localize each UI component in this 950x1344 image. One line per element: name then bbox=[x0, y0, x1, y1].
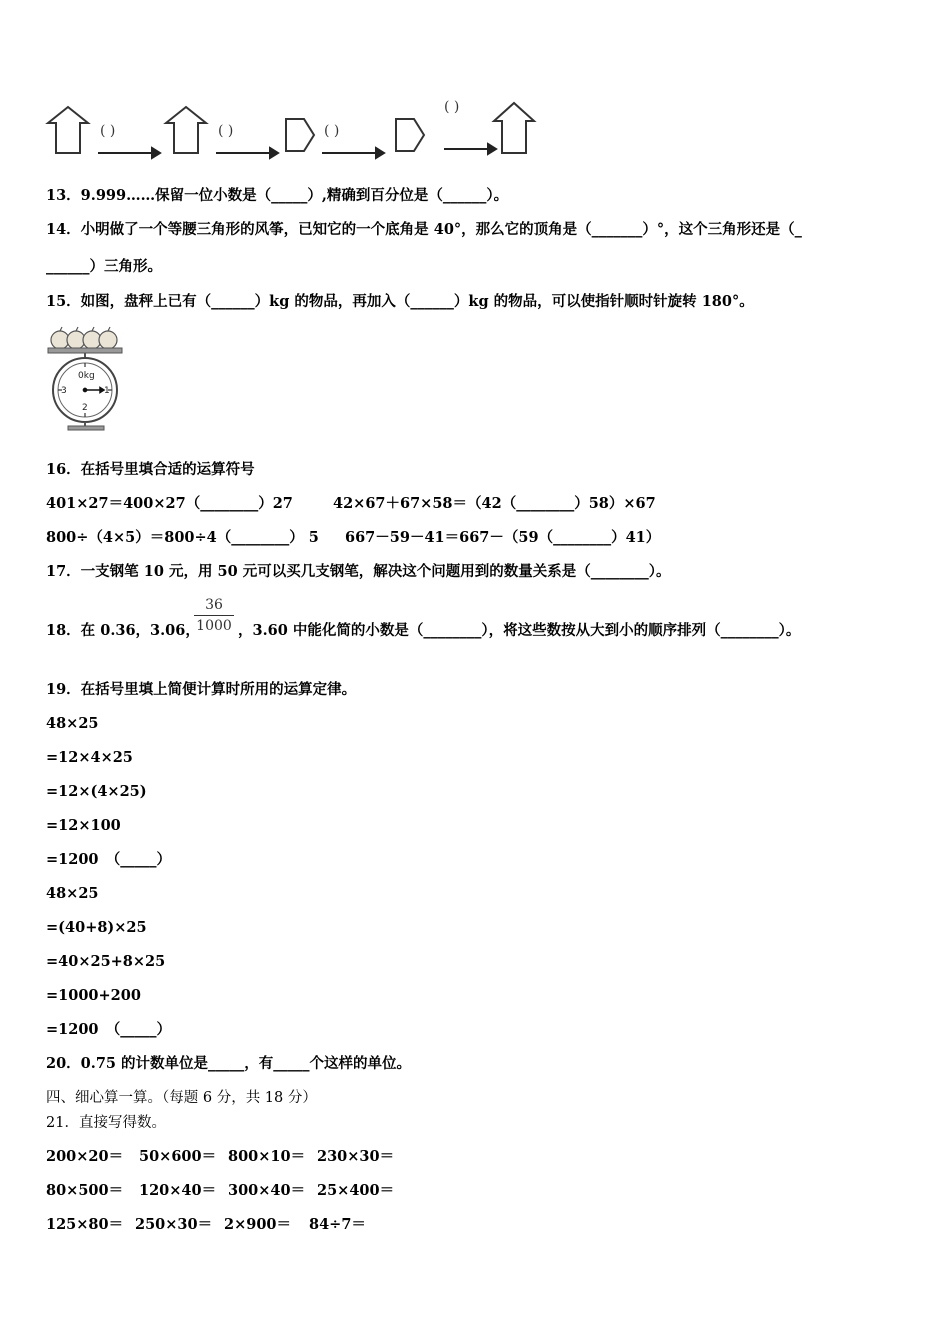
q21-item: 84÷7＝ bbox=[309, 1216, 366, 1233]
q21-item: 120×40＝ bbox=[139, 1182, 217, 1199]
question-16-d: 667－59－41＝667－（59（________）41） bbox=[345, 529, 661, 546]
q19-step: =12×(4×25) bbox=[46, 783, 147, 800]
up-arrow-icon bbox=[494, 103, 534, 153]
section-4-heading: 四、细心算一算。（每题 6 分，共 18 分） bbox=[46, 1090, 317, 1106]
q21-item: 230×30＝ bbox=[317, 1148, 395, 1165]
question-14-line1: 14．小明做了一个等腰三角形的风筝，已知它的一个底角是 40°，那么它的顶角是（_______）°，这个三角形还是（_ bbox=[46, 221, 802, 238]
q21-item: 800×10＝ bbox=[228, 1148, 306, 1165]
dial-label-right: 1 bbox=[104, 386, 110, 396]
q19-step: =1200 （_____） bbox=[46, 1021, 172, 1038]
q19-step: =1000+200 bbox=[46, 987, 141, 1004]
q21-item: 125×80＝ bbox=[46, 1216, 124, 1233]
dial-label-left: 3 bbox=[61, 386, 67, 396]
question-17: 17．一支钢笔 10 元，用 50 元可以买几支钢笔，解决这个问题用到的数量关系是（________）。 bbox=[46, 563, 671, 580]
q21-item: 25×400＝ bbox=[317, 1182, 395, 1199]
right-pentagon-icon bbox=[286, 119, 314, 151]
question-18-after: ，3.60 中能化简的小数是（________），将这些数按从大到小的顺序排列（________）。 bbox=[238, 622, 801, 639]
q21-item: 300×40＝ bbox=[228, 1182, 306, 1199]
question-18-before: 18．在 0.36，3.06， bbox=[46, 622, 200, 639]
fraction-bar bbox=[194, 615, 234, 616]
up-arrow-icon bbox=[48, 107, 88, 153]
q21-item: 200×20＝ bbox=[46, 1148, 124, 1165]
blank-1: ( ) bbox=[100, 123, 116, 139]
question-19-title: 19．在括号里填上简便计算时所用的运算定律。 bbox=[46, 681, 357, 698]
dial-label-top: 0kg bbox=[78, 371, 95, 381]
q19-step: =1200 （_____） bbox=[46, 851, 172, 868]
q19-step: =12×4×25 bbox=[46, 749, 133, 766]
scale-figure bbox=[46, 322, 146, 434]
question-16-a: 401×27＝400×27（________）27 bbox=[46, 495, 293, 512]
q19-step: 48×25 bbox=[46, 885, 99, 902]
question-20: 20．0.75 的计数单位是_____，有_____个这样的单位。 bbox=[46, 1055, 412, 1072]
blank-3: ( ) bbox=[324, 123, 340, 139]
fraction-numerator: 36 bbox=[205, 597, 223, 613]
blank-2: ( ) bbox=[218, 123, 234, 139]
apple-icon bbox=[51, 327, 117, 349]
right-arrow-icon bbox=[98, 148, 160, 158]
question-16-c: 800÷（4×5）＝800÷4（________） 5 bbox=[46, 529, 319, 546]
right-arrow-icon bbox=[322, 148, 384, 158]
q21-item: 2×900＝ bbox=[224, 1216, 292, 1233]
q19-step: =40×25+8×25 bbox=[46, 953, 166, 970]
question-16-title: 16．在括号里填合适的运算符号 bbox=[46, 461, 255, 478]
right-arrow-icon bbox=[444, 144, 496, 154]
question-16-b: 42×67＋67×58＝（42（________）58）×67 bbox=[333, 495, 656, 512]
question-14-line2: ______）三角形。 bbox=[46, 258, 162, 275]
q21-item: 80×500＝ bbox=[46, 1182, 124, 1199]
right-arrow-icon bbox=[216, 148, 278, 158]
q21-item: 50×600＝ bbox=[139, 1148, 217, 1165]
figure-sequence bbox=[40, 95, 560, 165]
right-pentagon-icon bbox=[396, 119, 424, 151]
q19-step: =12×100 bbox=[46, 817, 121, 834]
scale-pan bbox=[48, 348, 122, 353]
fraction-36-over-1000 bbox=[194, 596, 234, 635]
question-21-title: 21．直接写得数。 bbox=[46, 1115, 166, 1131]
fraction-denominator: 1000 bbox=[196, 618, 232, 634]
question-15: 15．如图，盘秤上已有（______）kg 的物品，再加入（______）kg 的物品，可以使指针顺时针旋转 180°。 bbox=[46, 293, 754, 310]
q21-item: 250×30＝ bbox=[135, 1216, 213, 1233]
q19-step: 48×25 bbox=[46, 715, 99, 732]
up-arrow-icon bbox=[166, 107, 206, 153]
blank-4: ( ) bbox=[444, 99, 460, 115]
scale-base bbox=[68, 426, 104, 430]
dial-label-bottom: 2 bbox=[82, 403, 88, 413]
question-13: 13．9.999……保留一位小数是（_____）,精确到百分位是（______）。 bbox=[46, 187, 509, 204]
q19-step: =(40+8)×25 bbox=[46, 919, 147, 936]
